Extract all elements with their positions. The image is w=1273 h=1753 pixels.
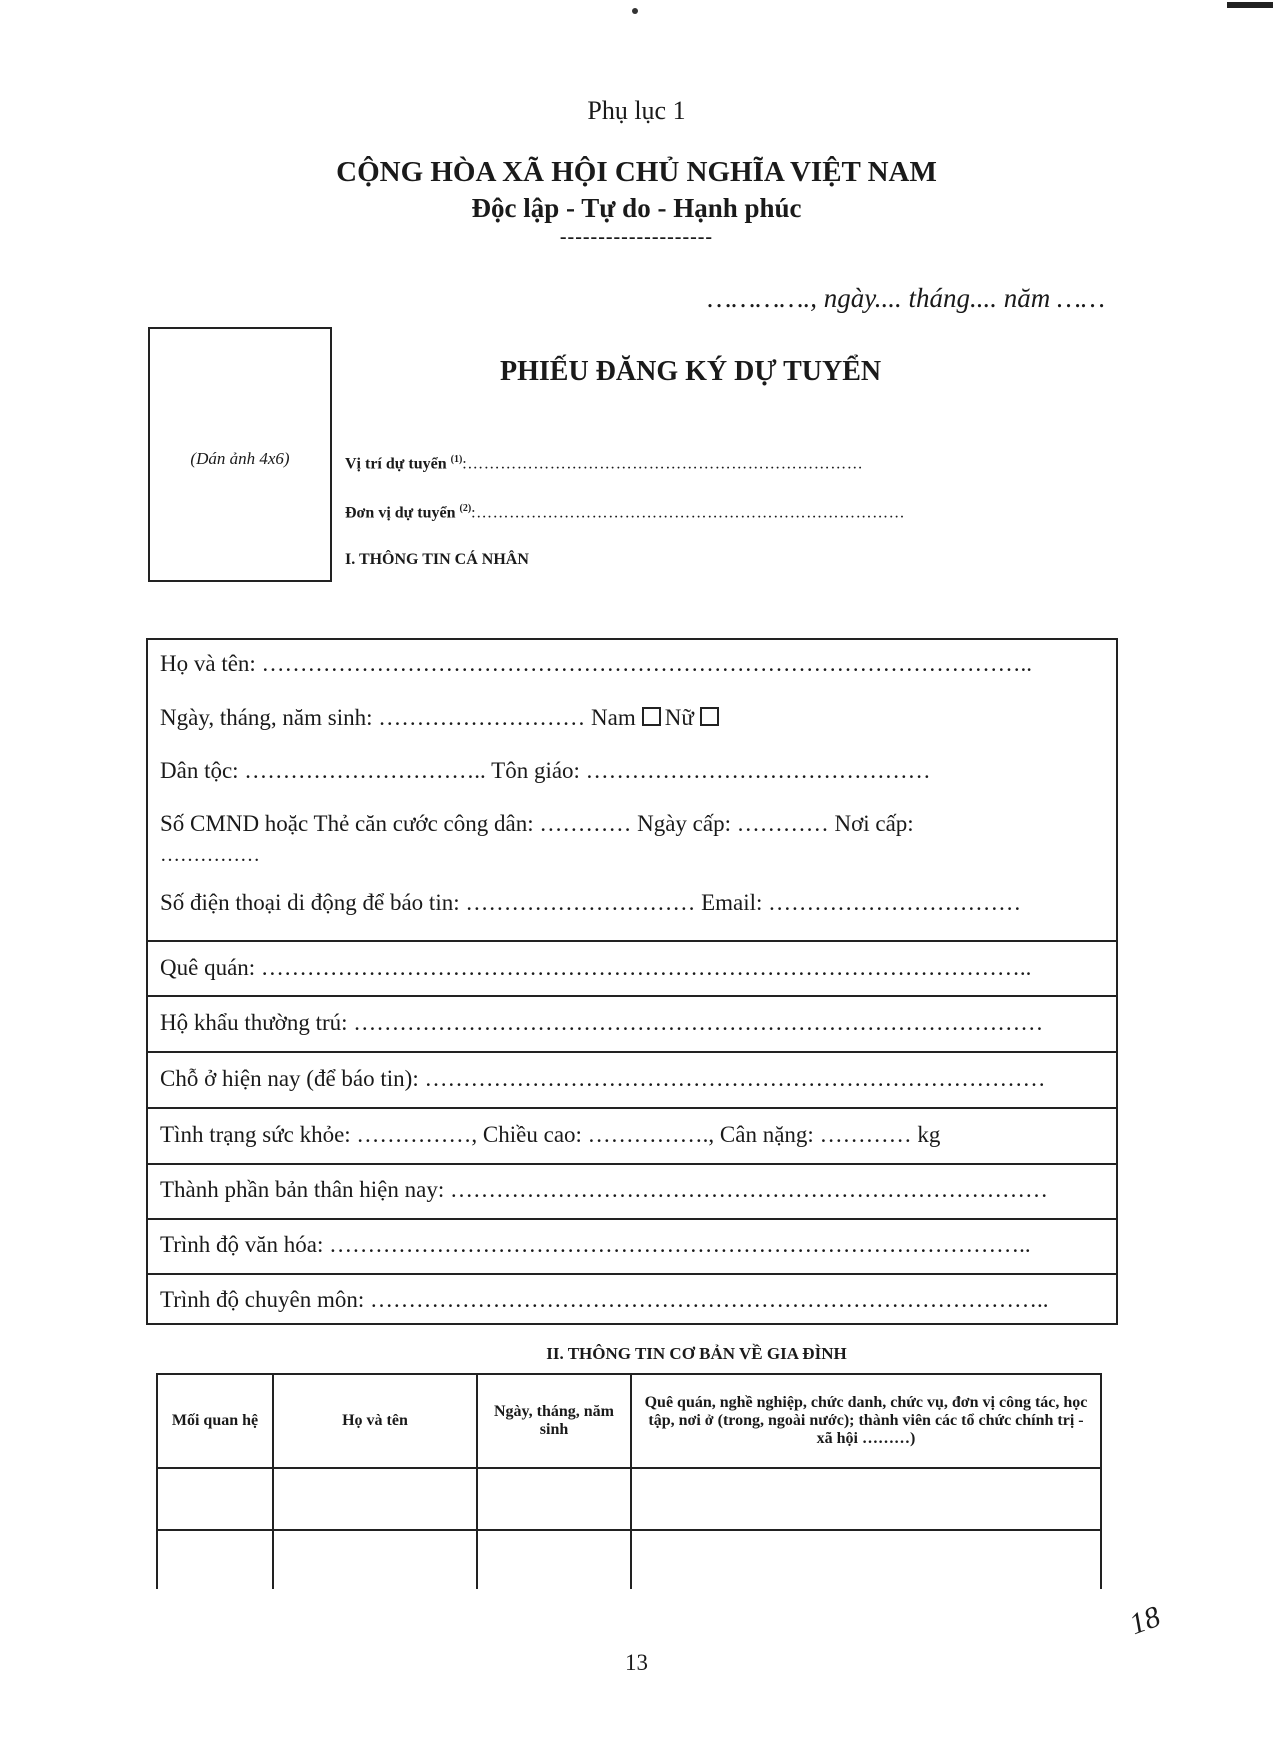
hometown-field[interactable]: Quê quán: ……………………………………………………………………………………….. <box>148 940 1116 995</box>
col-relationship-header: Mối quan hệ <box>157 1374 273 1468</box>
position-dots: :……………………………………………………………… <box>462 455 864 473</box>
position-label: Vị trí dự tuyển <box>345 455 447 473</box>
current-address-field[interactable]: Chỗ ở hiện nay (để báo tin): ……………………………………………………………………… <box>148 1051 1116 1107</box>
permanent-residence-field[interactable]: Hộ khẩu thường trú: ……………………………………………………………………………… <box>148 995 1116 1051</box>
female-label: Nữ <box>664 705 694 730</box>
personal-info-box <box>146 638 1118 1325</box>
table-cell[interactable] <box>477 1530 631 1589</box>
date-line: …………., ngày.... tháng.... năm …… <box>707 283 1105 313</box>
scan-speck <box>632 8 638 14</box>
table-cell[interactable] <box>631 1468 1101 1530</box>
section1-title: I. THÔNG TIN CÁ NHÂN <box>345 551 529 568</box>
education-field[interactable]: Trình độ văn hóa: ……………………………………………………………………………….. <box>148 1218 1116 1273</box>
motto: Độc lập - Tự do - Hạnh phúc <box>471 193 802 223</box>
position-note: (1) <box>450 454 463 465</box>
specialization-field[interactable]: Trình độ chuyên môn: …………………………………………………………………………….. <box>148 1273 1116 1325</box>
family-table-header-row <box>157 1374 1101 1468</box>
table-cell[interactable] <box>477 1468 631 1530</box>
table-cell[interactable] <box>273 1468 477 1530</box>
dob-label: Ngày, tháng, năm sinh: ……………………… Nam <box>160 705 636 730</box>
current-status-field[interactable]: Thành phần bản thân hiện nay: …………………………………………………………………… <box>148 1163 1116 1218</box>
unit-field[interactable] <box>345 503 905 522</box>
col-name-header: Họ và tên <box>273 1374 477 1468</box>
table-row <box>157 1530 1101 1589</box>
page-number: 13 <box>625 1650 648 1675</box>
id-card-field-continued[interactable]: …………… <box>160 844 260 866</box>
table-cell[interactable] <box>157 1468 273 1530</box>
male-checkbox[interactable] <box>642 707 661 726</box>
unit-label: Đơn vị dự tuyển <box>345 504 456 522</box>
full-name-field[interactable]: Họ và tên: ……………………………………………………………………………………….. <box>160 651 1033 676</box>
ethnicity-religion-field[interactable]: Dân tộc: ………………………….. Tôn giáo: ……………………………………… <box>160 758 931 783</box>
position-field[interactable] <box>345 454 863 473</box>
appendix-label: Phụ lục 1 <box>587 96 686 125</box>
table-cell[interactable] <box>157 1530 273 1589</box>
motto-underline: -------------------- <box>559 226 714 248</box>
phone-email-field[interactable]: Số điện thoại di động để báo tin: ………………………… Email: …………………………… <box>160 890 1022 915</box>
nation-title: CỘNG HÒA XÃ HỘI CHỦ NGHĨA VIỆT NAM <box>336 156 937 188</box>
form-title: PHIẾU ĐĂNG KÝ DỰ TUYỂN <box>500 356 882 387</box>
col-details-header: Quê quán, nghề nghiệp, chức danh, chức vụ, đơn vị công tác, học tập, nơi ở (trong, ngoài nước); thành viên các tổ chức chính trị - xã hội ………) <box>631 1374 1101 1468</box>
dob-gender-field[interactable] <box>148 705 1116 731</box>
handwritten-initials: 18 <box>1125 1599 1165 1642</box>
section2-title: II. THÔNG TIN CƠ BẢN VỀ GIA ĐÌNH <box>546 1344 847 1363</box>
scan-corner-mark <box>1227 2 1273 8</box>
table-cell[interactable] <box>631 1530 1101 1589</box>
table-row <box>157 1468 1101 1530</box>
family-table <box>156 1373 1102 1589</box>
table-cell[interactable] <box>273 1530 477 1589</box>
photo-box <box>148 327 332 582</box>
photo-label: (Dán ảnh 4x6) <box>190 449 290 468</box>
id-card-field[interactable]: Số CMND hoặc Thẻ căn cước công dân: ………… Ngày cấp: ………… Nơi cấp: <box>160 811 914 836</box>
health-field[interactable]: Tình trạng sức khỏe: ……………, Chiều cao: ……………., Cân nặng: ………… kg <box>148 1107 1116 1163</box>
female-checkbox[interactable] <box>700 707 719 726</box>
unit-dots: :…………………………………………………………………… <box>471 504 906 522</box>
unit-note: (2) <box>459 503 472 514</box>
col-dob-header: Ngày, tháng, năm sinh <box>477 1374 631 1468</box>
